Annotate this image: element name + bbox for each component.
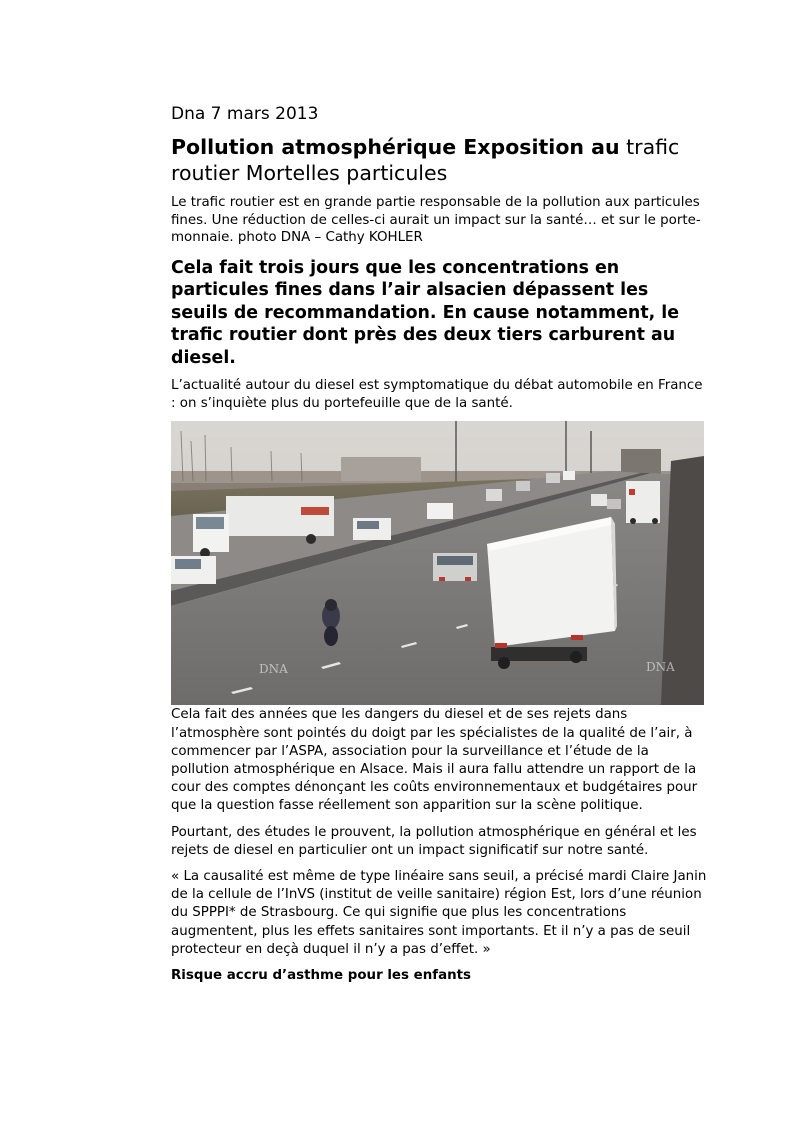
article-paragraph-1: Cela fait des années que les dangers du diesel et de ses rejets dans l’atmosphère sont pointés du doigt par les spécialistes de la qualité de l’air, à commencer par l’ASPA, association pour la surveillance et l’étude de la pollution atmosphérique en Alsace. Mais il aura fallu attendre un rapport de la cour des comptes dénonçant les coûts environnementaux et budgétaires pour que la question fasse réellement son apparition sur la scène politique. [171,707,698,814]
article-paragraph-2: Pourtant, des études le prouvent, la pollution atmosphérique en général et les rejets de diesel en particulier ont un impact significatif sur notre santé. [171,824,697,858]
article-lead: Cela fait trois jours que les concentrations en particules fines dans l’air alsacien dépassent les seuils de recommandation. En cause notamment, le trafic routier dont près des deux tiers carburent au diesel. [171,257,680,368]
photo-caption: Le trafic routier est en grande partie responsable de la pollution aux particules fines. Une réduction de celles-ci aurait un impact sur la santé… et sur le porte-monnaie. photo DNA – Cathy KOHLER [171,195,701,245]
article-title [171,134,711,186]
article-paragraph-3: « La causalité est même de type linéaire sans seuil, a précisé mardi Claire Janin de la cellule de l’InVS (institut de veille sanitaire) région Est, lors d’une réunion du SPPPI* de Strasbourg. Ce qui signifie que plus les concentrations augmentent, plus les effets sanitaires sont importants. Et il n’y a pas de seuil protecteur en deçà duquel il n’y a pas d’effet. » [171,869,707,957]
article-source-date: Dna 7 mars 2013 [171,104,319,124]
photo-watermark-right: DNA [646,660,675,675]
article-title-bold: Pollution atmosphérique Exposition au [171,135,620,159]
article [171,103,711,985]
article-title-rest: trafic routier Mortelles particules [171,135,680,185]
article-intro: L’actualité autour du diesel est symptomatique du débat automobile en France : on s’inquiète plus du portefeuille que de la santé. [171,378,703,412]
highway-traffic-photo [171,421,704,705]
photo-watermark-left: DNA [259,662,288,677]
article-subheading: Risque accru d’asthme pour les enfants [171,968,472,984]
